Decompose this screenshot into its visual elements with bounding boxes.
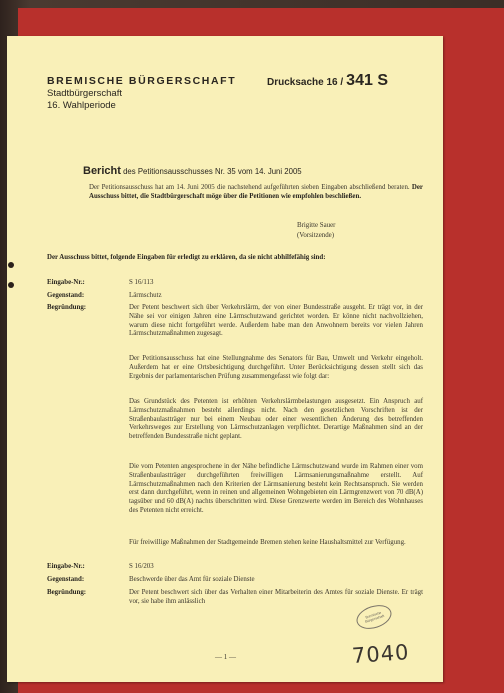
gegenstand-label: Gegenstand: bbox=[47, 576, 85, 583]
petition-number: S 16/113 bbox=[129, 279, 154, 286]
petition-paragraph: Der Petent beschwert sich über Verkehrslärm, der von einer Bundesstraße ausgeht. Er trägt vor, in der Nähe sei vor einigen Jahren eine Lärmschutzwand gerichtet worden. Er könne nicht nachvollziehen, warum diese nicht fortgeführt werde. Außerdem habe man den Anwohnern bereits vor vielen Jahren Lärmschutzmaßnahmen zugesagt. bbox=[129, 304, 423, 338]
legislative-period: 16. Wahlperiode bbox=[47, 100, 116, 111]
petition-paragraph: Für freiwillige Maßnahmen der Stadtgemeinde Bremen stehen keine Haushaltsmittel zur Verfügung. bbox=[129, 539, 406, 546]
eingabe-label: Eingabe-Nr.: bbox=[47, 563, 85, 570]
petition-paragraph: Das Grundstück des Petenten ist erhöhten Verkehrslärmbelastungen ausgesetzt. Ein Anspruch auf Lärmschutzmaßnahmen besteht allerdings nicht. Nach den gesetzlichen Vorschriften ist der Straßenbaulastträger nur bei einem Neubau oder einer wesentlichen Änderung des betreffenden Verkehrsweges zur Erstellung von Lärmschutzanlagen verpflichtet. Derartige Maßnahmen sind an der betreffenden Bundesstraße nicht geplant. bbox=[129, 398, 423, 441]
drucksache-prefix: Drucksache 16 / bbox=[267, 77, 344, 88]
chamber-name: Stadtbürgerschaft bbox=[47, 88, 122, 99]
section-lead: Der Ausschuss bittet, folgende Eingaben für erledigt zu erklären, da sie nicht abhilfefähig sind: bbox=[47, 254, 326, 261]
petition-paragraph: Der Petent beschwert sich über das Verhalten einer Mitarbeiterin des Amtes für soziale Dienste. Er trägt vor, sie habe ihm anlässlich bbox=[129, 589, 423, 605]
archive-stamp: Bremische Bürgerschaft bbox=[353, 601, 394, 633]
intro-bold-text: Der Ausschuss bittet, die Stadtbürgerschaft möge über die Petitionen wie empfohlen beschließen. bbox=[89, 184, 423, 200]
intro-text: Der Petitionsausschuss hat am 14. Juni 2005 die nachstehend aufgeführten sieben Eingaben abschließend beraten. bbox=[89, 184, 410, 191]
document-page bbox=[7, 36, 443, 682]
gegenstand-label: Gegenstand: bbox=[47, 292, 85, 299]
petition-paragraph: Der Petitionsausschuss hat eine Stellungnahme des Senators für Bau, Umwelt und Verkehr eingeholt. Außerdem hat er eine Ortsbesichtigung durchgeführt. Unter Berücksichtigung dessen stellt sich das Ergebnis der parlamentarischen Prüfung zusammengefasst wie folgt dar: bbox=[129, 355, 423, 380]
begruendung-label: Begründung: bbox=[47, 589, 87, 596]
handwritten-note: 7040 bbox=[351, 640, 411, 668]
signature-role: (Vorsitzende) bbox=[297, 232, 334, 239]
eingabe-label: Eingabe-Nr.: bbox=[47, 279, 85, 286]
petition-number: S 16/203 bbox=[129, 563, 154, 570]
intro-paragraph bbox=[89, 184, 423, 202]
drucksache-reference bbox=[267, 72, 388, 90]
begruendung-label: Begründung: bbox=[47, 304, 87, 311]
petition-paragraph: Die vom Petenten angesprochene in der Nähe befindliche Lärmschutzwand wurde im Rahmen einer vom Straßenbaulastträger durchgeführten freiwilligen Lärmsanierungsmaßnahme erstellt. Auf Lärmschutzmaßnahmen nach den Kriterien der Lärmsanierung besteht kein Rechtsanspruch. Sie werden erst dann durchgeführt, wenn in reinen und allgemeinen Wohngebieten ein Lärmgrenzwert von 70 dB(A) tagsüber und 60 dB(A) nachts überschritten wird. Diese Grenzwerte werden im Bereich des Wohnhauses des Petenten nicht erreicht. bbox=[129, 463, 423, 514]
signature-name: Brigitte Sauer bbox=[297, 222, 336, 229]
petition-subject: Lärmschutz bbox=[129, 292, 162, 299]
punch-hole-icon bbox=[8, 262, 14, 268]
drucksache-number: 341 S bbox=[346, 72, 388, 89]
punch-hole-icon bbox=[8, 282, 14, 288]
page-number: — 1 — bbox=[215, 653, 236, 661]
title-lead-word: Bericht bbox=[83, 165, 121, 177]
report-title bbox=[83, 165, 423, 177]
petition-subject: Beschwerde über das Amt für soziale Dienste bbox=[129, 576, 255, 583]
title-rest: des Petitionsausschusses Nr. 35 vom 14. Juni 2005 bbox=[123, 167, 302, 176]
organization-name: BREMISCHE BÜRGERSCHAFT bbox=[47, 75, 237, 87]
